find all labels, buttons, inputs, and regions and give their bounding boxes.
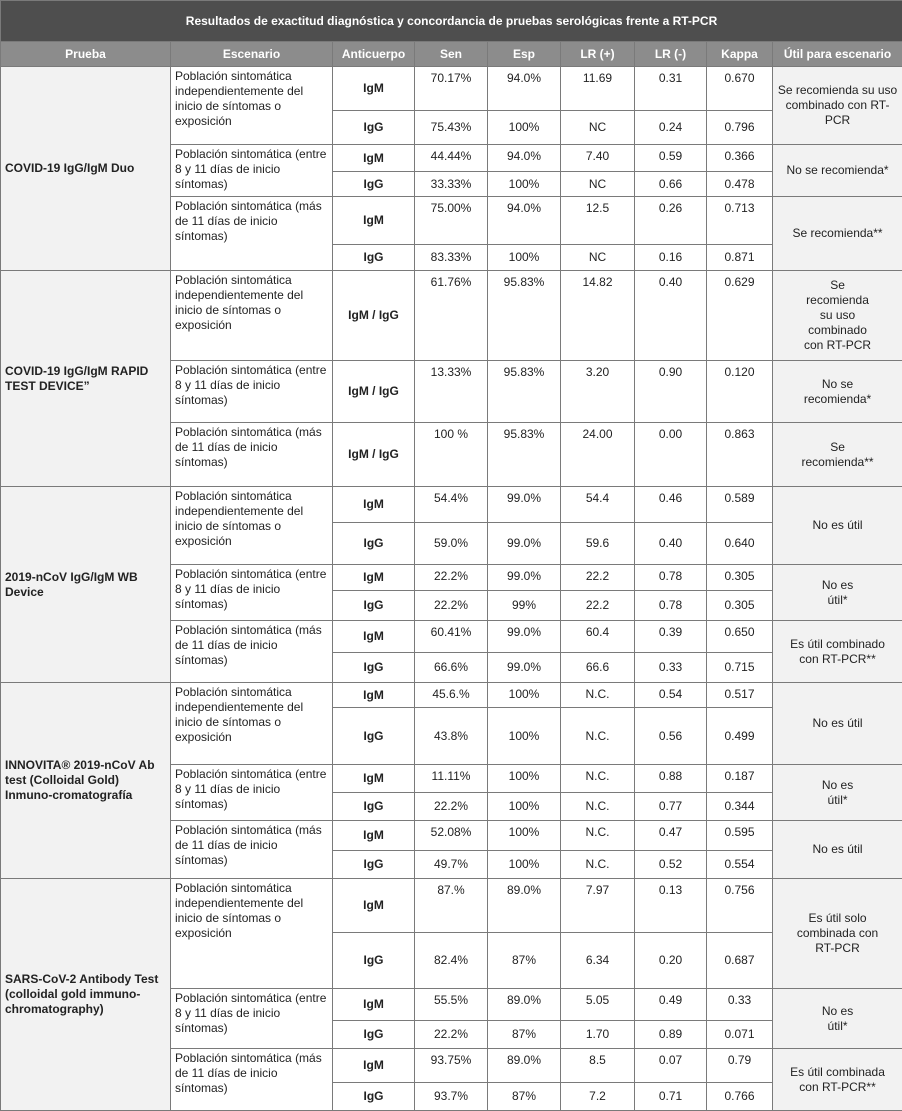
- table-row: [1, 879, 902, 933]
- value-kappa: 0.344: [707, 793, 773, 821]
- value-lrp: N.C.: [561, 851, 635, 879]
- value-kappa: 0.766: [707, 1083, 773, 1111]
- value-lrp: 14.82: [561, 271, 635, 361]
- column-header: Prueba: [1, 42, 171, 67]
- value-sen: 33.33%: [415, 172, 488, 197]
- value-sen: 22.2%: [415, 565, 488, 591]
- value-kappa: 0.366: [707, 145, 773, 172]
- value-esp: 89.0%: [488, 989, 561, 1021]
- value-esp: 100%: [488, 765, 561, 793]
- value-esp: 99.0%: [488, 621, 561, 653]
- usefulness: No se recomienda*: [773, 145, 902, 197]
- value-sen: 52.08%: [415, 821, 488, 851]
- value-kappa: 0.863: [707, 423, 773, 487]
- value-lrp: NC: [561, 245, 635, 271]
- column-header: LR (+): [561, 42, 635, 67]
- value-lrn: 0.16: [635, 245, 707, 271]
- antibody: IgG: [333, 653, 415, 683]
- antibody: IgM: [333, 879, 415, 933]
- value-lrn: 0.54: [635, 683, 707, 708]
- usefulness: No es útil*: [773, 765, 902, 821]
- test-name: SARS-CoV-2 Antibody Test (colloidal gold immuno-chromatography): [1, 879, 171, 1111]
- usefulness: Es útil solo combinada con RT-PCR: [773, 879, 902, 989]
- value-kappa: 0.517: [707, 683, 773, 708]
- value-lrn: 0.26: [635, 197, 707, 245]
- antibody: IgM: [333, 821, 415, 851]
- value-sen: 82.4%: [415, 933, 488, 989]
- value-sen: 100 %: [415, 423, 488, 487]
- scenario: Población sintomática independientemente del inicio de síntomas o exposición: [171, 67, 333, 145]
- value-sen: 11.11%: [415, 765, 488, 793]
- antibody: IgM: [333, 765, 415, 793]
- value-lrn: 0.47: [635, 821, 707, 851]
- value-lrp: 8.5: [561, 1049, 635, 1083]
- value-kappa: 0.629: [707, 271, 773, 361]
- value-lrn: 0.40: [635, 523, 707, 565]
- test-name: 2019-nCoV IgG/IgM WB Device: [1, 487, 171, 683]
- value-esp: 89.0%: [488, 1049, 561, 1083]
- usefulness: Es útil combinada con RT-PCR**: [773, 1049, 902, 1111]
- value-esp: 99.0%: [488, 565, 561, 591]
- value-kappa: 0.554: [707, 851, 773, 879]
- value-lrn: 0.88: [635, 765, 707, 793]
- value-lrn: 0.33: [635, 653, 707, 683]
- value-lrp: 12.5: [561, 197, 635, 245]
- scenario: Población sintomática (más de 11 días de inicio síntomas): [171, 197, 333, 271]
- scenario: Población sintomática (más de 11 días de inicio síntomas): [171, 1049, 333, 1111]
- usefulness: Se recomienda su uso combinado con RT-PCR: [773, 271, 902, 361]
- value-lrp: 60.4: [561, 621, 635, 653]
- column-header: LR (-): [635, 42, 707, 67]
- column-header: Sen: [415, 42, 488, 67]
- antibody: IgG: [333, 172, 415, 197]
- value-lrp: 3.20: [561, 361, 635, 423]
- value-sen: 45.6.%: [415, 683, 488, 708]
- usefulness: Se recomienda**: [773, 197, 902, 271]
- value-esp: 99%: [488, 591, 561, 621]
- value-lrp: 11.69: [561, 67, 635, 111]
- value-lrn: 0.31: [635, 67, 707, 111]
- value-esp: 100%: [488, 793, 561, 821]
- antibody: IgM: [333, 487, 415, 523]
- value-esp: 100%: [488, 111, 561, 145]
- scenario: Población sintomática (entre 8 y 11 días de inicio síntomas): [171, 145, 333, 197]
- usefulness: No es útil: [773, 821, 902, 879]
- value-lrn: 0.90: [635, 361, 707, 423]
- value-esp: 100%: [488, 708, 561, 765]
- value-lrn: 0.78: [635, 591, 707, 621]
- value-kappa: 0.796: [707, 111, 773, 145]
- value-kappa: 0.305: [707, 565, 773, 591]
- antibody: IgG: [333, 111, 415, 145]
- value-kappa: 0.715: [707, 653, 773, 683]
- column-header: Kappa: [707, 42, 773, 67]
- value-kappa: 0.305: [707, 591, 773, 621]
- value-lrp: N.C.: [561, 708, 635, 765]
- value-sen: 83.33%: [415, 245, 488, 271]
- value-kappa: 0.478: [707, 172, 773, 197]
- antibody: IgM / IgG: [333, 271, 415, 361]
- antibody: IgM: [333, 145, 415, 172]
- antibody: IgM: [333, 67, 415, 111]
- value-lrn: 0.13: [635, 879, 707, 933]
- test-name: COVID-19 IgG/IgM Duo: [1, 67, 171, 271]
- value-lrp: 24.00: [561, 423, 635, 487]
- value-sen: 54.4%: [415, 487, 488, 523]
- value-esp: 100%: [488, 172, 561, 197]
- usefulness: Se recomienda su uso combinado con RT-PCR: [773, 67, 902, 145]
- value-kappa: 0.756: [707, 879, 773, 933]
- usefulness: No es útil*: [773, 989, 902, 1049]
- scenario: Población sintomática (entre 8 y 11 días de inicio síntomas): [171, 765, 333, 821]
- value-kappa: 0.595: [707, 821, 773, 851]
- scenario: Población sintomática (más de 11 días de inicio síntomas): [171, 621, 333, 683]
- value-kappa: 0.713: [707, 197, 773, 245]
- value-sen: 49.7%: [415, 851, 488, 879]
- value-lrp: 22.2: [561, 565, 635, 591]
- usefulness: No es útil*: [773, 565, 902, 621]
- value-esp: 87%: [488, 1083, 561, 1111]
- antibody: IgG: [333, 591, 415, 621]
- value-sen: 75.43%: [415, 111, 488, 145]
- value-lrn: 0.78: [635, 565, 707, 591]
- value-esp: 95.83%: [488, 271, 561, 361]
- value-lrn: 0.20: [635, 933, 707, 989]
- value-lrn: 0.59: [635, 145, 707, 172]
- antibody: IgM: [333, 1049, 415, 1083]
- value-kappa: 0.589: [707, 487, 773, 523]
- value-sen: 44.44%: [415, 145, 488, 172]
- antibody: IgM / IgG: [333, 423, 415, 487]
- value-lrn: 0.77: [635, 793, 707, 821]
- scenario: Población sintomática independientemente del inicio de síntomas o exposición: [171, 683, 333, 765]
- antibody: IgG: [333, 708, 415, 765]
- value-lrp: 5.05: [561, 989, 635, 1021]
- scenario: Población sintomática independientemente del inicio de síntomas o exposición: [171, 487, 333, 565]
- value-sen: 93.7%: [415, 1083, 488, 1111]
- value-lrn: 0.56: [635, 708, 707, 765]
- value-lrn: 0.24: [635, 111, 707, 145]
- value-esp: 100%: [488, 245, 561, 271]
- value-lrp: 22.2: [561, 591, 635, 621]
- value-sen: 22.2%: [415, 591, 488, 621]
- column-header: Esp: [488, 42, 561, 67]
- value-lrn: 0.40: [635, 271, 707, 361]
- antibody: IgG: [333, 851, 415, 879]
- value-sen: 55.5%: [415, 989, 488, 1021]
- value-kappa: 0.871: [707, 245, 773, 271]
- value-kappa: 0.120: [707, 361, 773, 423]
- scenario: Población sintomática (más de 11 días de inicio síntomas): [171, 821, 333, 879]
- value-esp: 94.0%: [488, 145, 561, 172]
- value-lrp: N.C.: [561, 683, 635, 708]
- value-lrp: 7.2: [561, 1083, 635, 1111]
- antibody: IgG: [333, 245, 415, 271]
- antibody: IgM: [333, 621, 415, 653]
- value-sen: 75.00%: [415, 197, 488, 245]
- value-kappa: 0.071: [707, 1021, 773, 1049]
- value-kappa: 0.187: [707, 765, 773, 793]
- test-name: COVID-19 IgG/IgM RAPID TEST DEVICE”: [1, 271, 171, 487]
- antibody: IgG: [333, 1083, 415, 1111]
- usefulness: No es útil: [773, 487, 902, 565]
- antibody: IgG: [333, 1021, 415, 1049]
- value-sen: 60.41%: [415, 621, 488, 653]
- value-lrn: 0.00: [635, 423, 707, 487]
- value-lrp: 7.40: [561, 145, 635, 172]
- value-esp: 99.0%: [488, 653, 561, 683]
- scenario: Población sintomática independientemente del inicio de síntomas o exposición: [171, 879, 333, 989]
- scenario: Población sintomática (más de 11 días de inicio síntomas): [171, 423, 333, 487]
- value-sen: 22.2%: [415, 793, 488, 821]
- value-esp: 94.0%: [488, 67, 561, 111]
- value-kappa: 0.670: [707, 67, 773, 111]
- value-lrp: 1.70: [561, 1021, 635, 1049]
- value-kappa: 0.33: [707, 989, 773, 1021]
- value-lrn: 0.49: [635, 989, 707, 1021]
- scenario: Población sintomática (entre 8 y 11 días de inicio síntomas): [171, 565, 333, 621]
- value-sen: 66.6%: [415, 653, 488, 683]
- usefulness: No es útil: [773, 683, 902, 765]
- value-sen: 87.%: [415, 879, 488, 933]
- value-esp: 87%: [488, 933, 561, 989]
- value-sen: 93.75%: [415, 1049, 488, 1083]
- antibody: IgG: [333, 523, 415, 565]
- table-row: [1, 67, 902, 111]
- scenario: Población sintomática (entre 8 y 11 días de inicio síntomas): [171, 989, 333, 1049]
- value-sen: 43.8%: [415, 708, 488, 765]
- usefulness: No se recomienda*: [773, 361, 902, 423]
- value-esp: 99.0%: [488, 523, 561, 565]
- value-kappa: 0.640: [707, 523, 773, 565]
- value-lrn: 0.89: [635, 1021, 707, 1049]
- value-lrp: N.C.: [561, 793, 635, 821]
- value-lrn: 0.07: [635, 1049, 707, 1083]
- value-esp: 89.0%: [488, 879, 561, 933]
- scenario: Población sintomática independientemente del inicio de síntomas o exposición: [171, 271, 333, 361]
- value-sen: 13.33%: [415, 361, 488, 423]
- table-row: [1, 487, 902, 523]
- value-esp: 99.0%: [488, 487, 561, 523]
- header-row: [1, 42, 902, 67]
- value-kappa: 0.79: [707, 1049, 773, 1083]
- column-header: Escenario: [171, 42, 333, 67]
- value-lrp: NC: [561, 172, 635, 197]
- antibody: IgM: [333, 989, 415, 1021]
- antibody: IgM: [333, 565, 415, 591]
- table-row: [1, 683, 902, 708]
- value-esp: 100%: [488, 851, 561, 879]
- value-kappa: 0.499: [707, 708, 773, 765]
- test-name: INNOVITA® 2019-nCoV Ab test (Colloidal Gold) Inmuno-cromatografía: [1, 683, 171, 879]
- value-esp: 87%: [488, 1021, 561, 1049]
- column-header: Útil para escenario: [773, 42, 902, 67]
- value-lrn: 0.71: [635, 1083, 707, 1111]
- value-kappa: 0.687: [707, 933, 773, 989]
- value-esp: 95.83%: [488, 423, 561, 487]
- column-header: Anticuerpo: [333, 42, 415, 67]
- antibody: IgM / IgG: [333, 361, 415, 423]
- value-lrn: 0.46: [635, 487, 707, 523]
- value-lrn: 0.66: [635, 172, 707, 197]
- value-lrp: NC: [561, 111, 635, 145]
- value-sen: 59.0%: [415, 523, 488, 565]
- table-body: [1, 67, 902, 1111]
- value-lrp: 59.6: [561, 523, 635, 565]
- value-lrn: 0.39: [635, 621, 707, 653]
- antibody: IgM: [333, 683, 415, 708]
- value-lrp: 7.97: [561, 879, 635, 933]
- value-lrp: 54.4: [561, 487, 635, 523]
- table-title: Resultados de exactitud diagnóstica y concordancia de pruebas serológicas frente a RT-PCR: [1, 1, 902, 42]
- value-lrp: 66.6: [561, 653, 635, 683]
- antibody: IgG: [333, 793, 415, 821]
- usefulness: Es útil combinado con RT-PCR**: [773, 621, 902, 683]
- value-esp: 100%: [488, 683, 561, 708]
- value-kappa: 0.650: [707, 621, 773, 653]
- value-esp: 94.0%: [488, 197, 561, 245]
- value-esp: 100%: [488, 821, 561, 851]
- value-sen: 22.2%: [415, 1021, 488, 1049]
- value-lrp: 6.34: [561, 933, 635, 989]
- value-lrn: 0.52: [635, 851, 707, 879]
- value-lrp: N.C.: [561, 765, 635, 793]
- scenario: Población sintomática (entre 8 y 11 días de inicio síntomas): [171, 361, 333, 423]
- value-sen: 70.17%: [415, 67, 488, 111]
- usefulness: Se recomienda**: [773, 423, 902, 487]
- antibody: IgM: [333, 197, 415, 245]
- table-row: [1, 271, 902, 361]
- antibody: IgG: [333, 933, 415, 989]
- value-sen: 61.76%: [415, 271, 488, 361]
- value-lrp: N.C.: [561, 821, 635, 851]
- value-esp: 95.83%: [488, 361, 561, 423]
